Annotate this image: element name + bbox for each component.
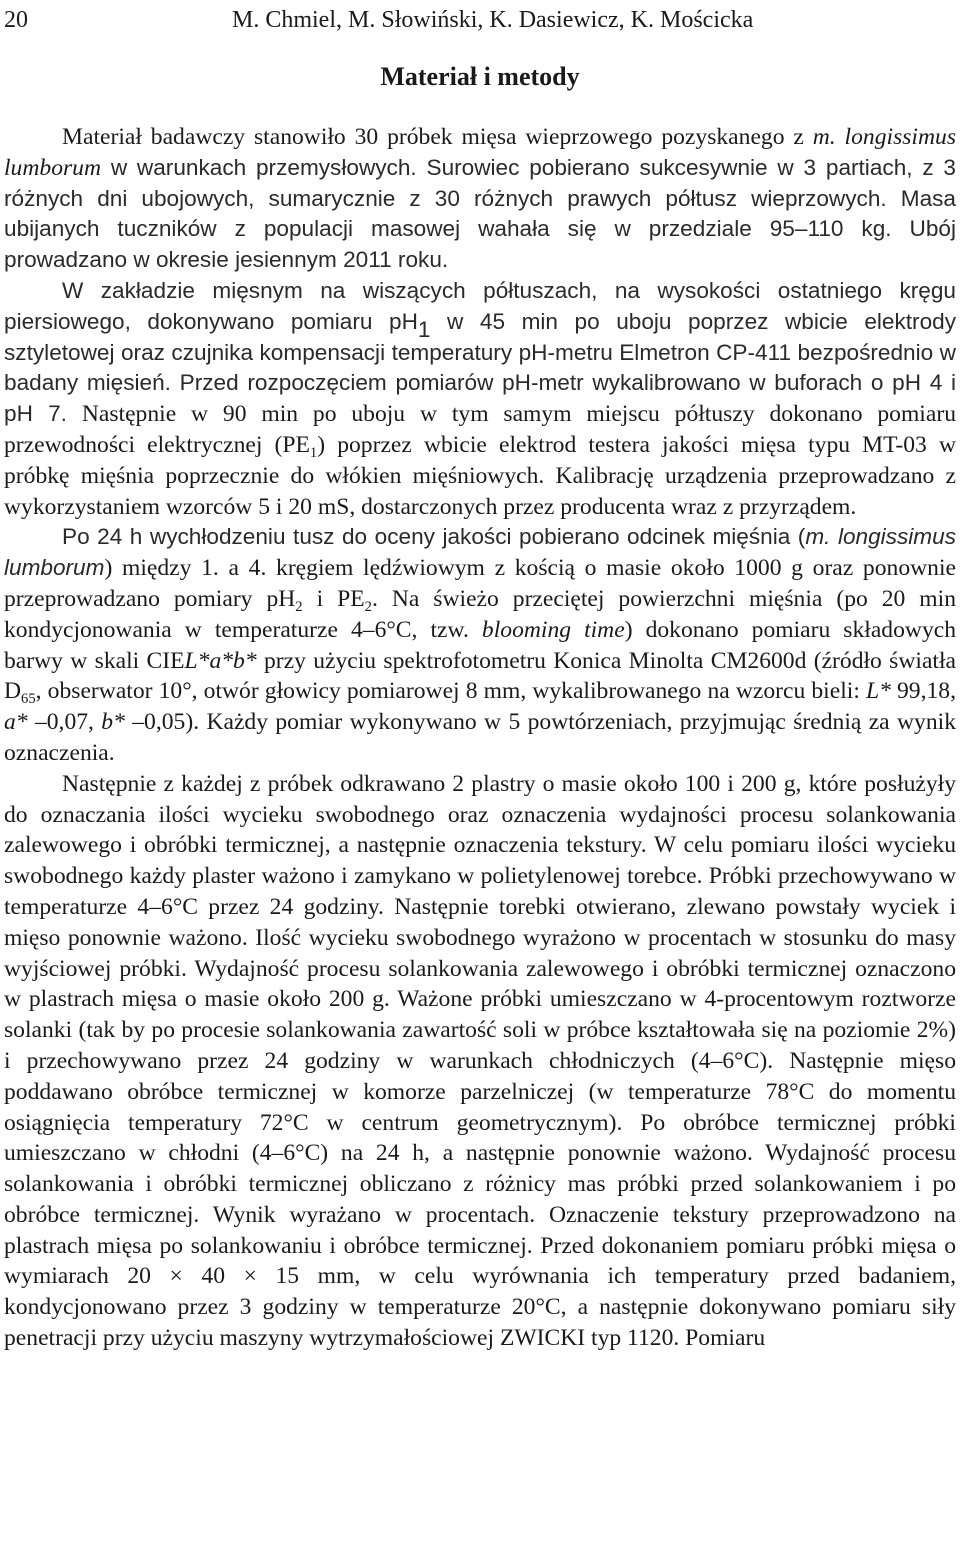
subscript: 1 [417, 316, 431, 342]
subscript: 2 [364, 599, 372, 616]
paragraph-drip-loss-texture [4, 769, 956, 1354]
text-run: Materiał badawczy stanowiło 30 próbek mięsa wieprzowego pozyskanego z [62, 124, 813, 150]
italic-term: a* [4, 709, 28, 736]
body-text [4, 122, 956, 1354]
paragraph-color-measurement [4, 522, 956, 768]
subscript: 2 [295, 599, 303, 616]
italic-term: L* [865, 678, 891, 705]
text-run: w 45 min po uboju poprzez wbicie elektrody sztyletowej oraz czujnika kompensacji temperatury pH-metru Elmetron CP-411 bezpośrednio w badany mięsień. Przed rozpoczęciem pomiarów pH-metr wykalibrowano w buforach o pH 4 i pH 7. [4, 308, 956, 427]
text-run: ) dokonano pomiaru składowych barwy w skali CIE [4, 616, 957, 674]
subscript: 1 [309, 445, 318, 462]
text-run: 99,18, [890, 678, 956, 705]
text-run: Następnie z każdej z próbek odkrawano 2 plastry o masie około 100 i 200 g, które posłużyły do oznaczania ilości wycieku swobodnego oraz oznaczenia wydajności procesu solankowania zalewowego i obróbki termicznej, a następnie oznaczenia tekstury. W celu pomiaru ilości wycieku swobodnego każdy plaster ważono i zamykano w polietylenowej torebce. Próbki przechowywano w temperaturze 4–6°C przez 24 godziny. Następnie torebki otwierano, zlewano powstały wyciek i mięso ponownie ważono. Ilość wycieku swobodnego wyrażono w procentach w stosunku do masy wyjściowej próbki. Wydajność procesu solankowania zalewowego i obróbki termicznej oznaczono w plastrach mięsa o masie około 200 g. Ważone próbki umieszczano w 4-procentowym roztworze solanki (tak by po procesie solankowania zawartość soli w próbce kształtowała się na poziomie 2%) i przechowywano przez 24 godziny w warunkach chłodniczych (4–6°C). Następnie mięso poddawano obróbce termicznej w komorze parzelniczej (w temperaturze 78°C do momentu osiągnięcia temperatury 72°C w centrum geometrycznym). Po obróbce termicznej próbki umieszczano w chłodni (4–6°C) na 24 h, a następnie ponownie ważono. Wydajność procesu solankowania i obróbki termicznej obliczano z różnicy mas próbki przed solankowaniem i po obróbce termicznej. Wynik wyrażano w procentach. Oznaczenie tekstury przeprowadzono na plastrach mięsa po solankowaniu i obróbce termicznej. Przed dokonaniem pomiaru próbki mięsa o wymiarach 20 × 40 × 15 mm, w celu wyrównania ich temperatury przed badaniem, kondycjonowano przez 3 godziny w temperaturze 20°C, a następnie dokonywano pomiaru siły penetracji przy użyciu maszyny wytrzymałościowej ZWICKI typ 1120. Pomiaru [4, 770, 956, 1352]
text-run: –0,05). Każdy pomiar wykonywano w 5 powtórzeniach, przyjmując średnią za wynik oznaczenia. [4, 709, 956, 766]
text-run: ) między 1. a 4. kręgiem lędźwiowym z kością o masie około 1000 g oraz ponownie przeprowadzano pomiary pH [4, 555, 956, 612]
text-run: Po 24 h wychłodzeniu tusz do oceny jakości pobierano odcinek mięśnia ( [62, 524, 806, 550]
paragraph-ph-measurement [4, 276, 956, 522]
text-run: w warunkach przemysłowych. Surowiec pobierano sukcesywnie w 3 partiach, z 3 różnych dni ubojowych, sumarycznie z 30 różnych prawych półtusz wieprzowych. Masa ubijanych tuczników z populacji masowej wahała się w przedziale 95–110 kg. Ubój prowadzano w okresie jesiennym 2011 roku. [4, 154, 956, 273]
italic-term: b* [101, 709, 125, 736]
latin-muscle-name: m. longissimus lumborum [4, 524, 956, 581]
text-run: Następnie w 90 min po uboju w tym samym miejscu półtuszy dokonano pomiaru przewodności elektrycznej (PE [4, 401, 956, 458]
text-run: i PE [302, 585, 365, 612]
text-run: W zakładzie mięsnym na wiszących półtuszach, na wysokości ostatniego kręgu piersiowego, dokonywano pomiaru pH [4, 277, 956, 334]
italic-term: L*a*b* [184, 647, 257, 674]
italic-term: blooming time [481, 616, 625, 643]
text-run: , obserwator 10°, otwór głowicy pomiarowej 8 mm, wykalibrowanego na wzorcu bieli: [35, 678, 866, 705]
section-heading: Materiał i metody [380, 62, 580, 91]
latin-muscle-name: m. longissimus lumborum [4, 124, 956, 181]
text-run: przy użyciu spektrofotometru Konica Minolta CM2600d (źródło światła D [4, 647, 957, 705]
text-run: . Na świeżo przeciętej powierzchni mięśnia (po 20 min kondycjonowania w temperaturze 4–6°C, tzw. [4, 585, 957, 643]
paragraph-material [4, 122, 956, 276]
subscript: 65 [21, 691, 36, 708]
page-number: 20 [4, 7, 28, 33]
text-run: –0,07, [27, 709, 102, 736]
running-head-authors: M. Chmiel, M. Słowiński, K. Dasiewicz, K. Mościcka [232, 7, 754, 33]
running-head [0, 0, 960, 40]
text-run: ) poprzez wbicie elektrod testera jakości mięsa typu MT-03 w próbkę mięśnia poprzecznie do włókien mięśniowych. Kalibrację urządzenia przeprowadzano z wykorzystaniem wzorców 5 i 20 mS, dostarczonych przez producenta wraz z przyrządem. [4, 431, 956, 520]
